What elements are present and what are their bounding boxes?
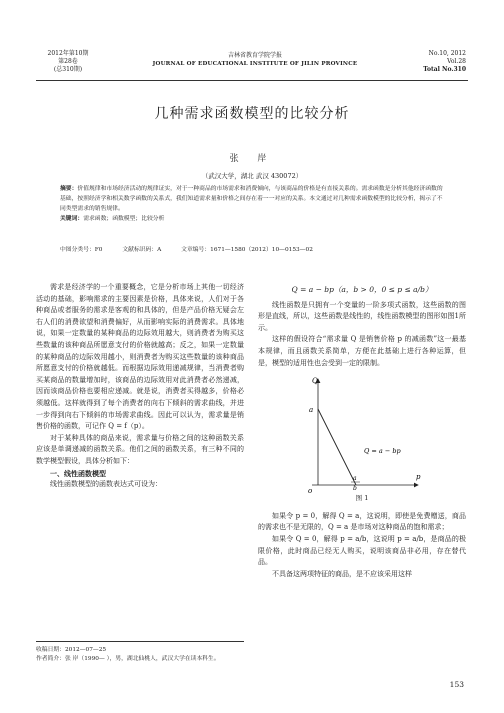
document-code: 文献标识码：A — [122, 247, 162, 253]
origin-label: o — [308, 487, 313, 496]
keywords-label: 关键词： — [60, 216, 84, 222]
clc-number: 中图分类号：F0 — [60, 247, 103, 253]
classification-line — [60, 244, 444, 253]
volume-line-1: No.10, 2012 — [428, 50, 466, 57]
received-date: 收稿日期：2012—07—25 — [36, 647, 107, 653]
journal-issue-info — [38, 50, 98, 74]
body-paragraph: 线性函数模型的函数表达式可设为： — [50, 480, 162, 489]
footnote — [36, 641, 244, 664]
issue-line-2: 第28卷 — [58, 58, 78, 65]
body-paragraph: 这样的假设符合“需求量 Q 是销售价格 p 的减函数”这一最基本规律，而且函数关系简单，方便在此基础上进行各种运算，但是，模型的适用性也会受到一定的限制。 — [258, 335, 466, 367]
paper-author: 张 岸 — [229, 154, 275, 164]
author-affiliation: （武汉大学，湖北 武汉 430072） — [201, 172, 303, 180]
y-axis-label: Q — [312, 377, 318, 386]
journal-name-en: JOURNAL OF EDUCATIONAL INSTITUTE OF JILIN PROVINCE — [152, 61, 358, 67]
figure-1-linear-demand — [258, 369, 466, 497]
journal-name — [150, 52, 360, 68]
x-axis-label: p — [416, 473, 421, 482]
body-paragraph: 线性函数是只拥有一个变量的一阶多项式函数，这些函数的图形是直线，所以，这些函数是线性的，线性函数模型的图形如图1所示。 — [258, 300, 466, 332]
right-column — [258, 282, 466, 580]
x-intercept-denominator: b — [353, 485, 357, 493]
demand-line — [318, 409, 356, 485]
demand-curve-plot — [258, 369, 466, 497]
author-bio: 作者简介：张 岸（1990— ），男，湖北仙桃人，武汉大学在读本科生。 — [36, 656, 220, 662]
left-column — [36, 282, 244, 491]
header-rule — [36, 80, 468, 81]
body-paragraph: 如果令 Q = 0，解得 p = a/b，这说明 p = a/b，是商品的极限价格，此时商品已经无人购买，说明该商品非必用，存在替代品。 — [258, 534, 466, 567]
issue-line-3: (总310期) — [53, 66, 83, 73]
abstract-text: 价值规律和市场经济活动的规律证实，对于一种商品的市场需求和消费倾向，与该商品的价格是有直接关系的。需求函数是分析其他经济函数的基础，按照经济学和相关数学函数的关系式，我们知道需求量和价格之间存在着一一对应的关系。本文通过对几种需求函数模型的比较分析，揭示了不同类型需求的销售规律。 — [60, 186, 443, 212]
y-intercept-label: a — [309, 406, 314, 415]
volume-line-2: Vol.28 — [447, 58, 466, 65]
linear-demand-formula: Q = a − bp（a，b > 0，0 ≤ p ≤ a/b） — [291, 285, 433, 294]
body-paragraph: 如果令 p = 0，解得 Q = a，这说明，即使是免费赠送，商品的需求也不是无限的，Q = a 是市场对这种商品的饱和需求； — [258, 511, 466, 532]
section-heading: 一、线性函数模型 — [50, 468, 106, 478]
demand-line-label: Q = a − bp — [364, 447, 401, 456]
x-intercept-numerator: a — [353, 475, 357, 483]
page-number: 153 — [449, 680, 464, 689]
paper-title: 几种需求函数模型的比较分析 — [154, 106, 350, 122]
keywords-line — [60, 214, 444, 224]
journal-name-cn: 吉林省教育学院学报 — [227, 52, 282, 59]
figure-caption: 图 1 — [355, 494, 369, 503]
volume-line-3: Total No.310 — [423, 66, 466, 73]
keywords-text: 需求函数；函数模型；比较分析 — [83, 216, 165, 222]
abstract-block — [60, 184, 444, 224]
journal-volume-info — [386, 50, 466, 74]
issue-line-1: 2012年第10期 — [47, 50, 89, 57]
body-paragraph: 不具备这两项特征的商品，是不应该采用这样 — [272, 569, 412, 578]
article-id: 文章编号：1671—1580（2012）10—0153—02 — [181, 247, 313, 253]
body-paragraph: 需求是经济学的一个重要概念，它是分析市场上其他一切经济活动的基础，影响需求的主要因素是价格，具体来说，人们对于各种商品或者服务的需求是客观的和具体的，但是产品价格无疑会左右人们的消费欲望和消费偏好，从而影响实际的消费需求。具体地说，如果一定数量的某种商品的边际效用越大，则消费者为购买这些数量的该种商品所愿意支付的价格就越高；反之，如果一定数量的某种商品的边际效用越小，则消费者为购买这些数量的该种商品所愿意支付的价格就越低。而根据边际效用递减规律，当消费者购买某商品的数量增加时，该商品的边际效用对此消费者必然递减，因而该商品价格也要相应递减。就是说，消费者买得越多，价格必须越低。这样就得到了每个消费者的向右下倾斜的需求曲线，并进一步得到向右下倾斜的市场需求曲线。因此可以认为，需求量是销售价格的函数，可记作 Q = f（p）。 — [36, 283, 244, 431]
body-paragraph: 对于某种具体的商品来说，需求量与价格之间的这种函数关系应该是单调递减的函数关系。他们之间的函数关系，有三种不同的数学模型假设，具体分析如下： — [36, 433, 244, 465]
abstract-label: 摘要： — [60, 186, 78, 192]
